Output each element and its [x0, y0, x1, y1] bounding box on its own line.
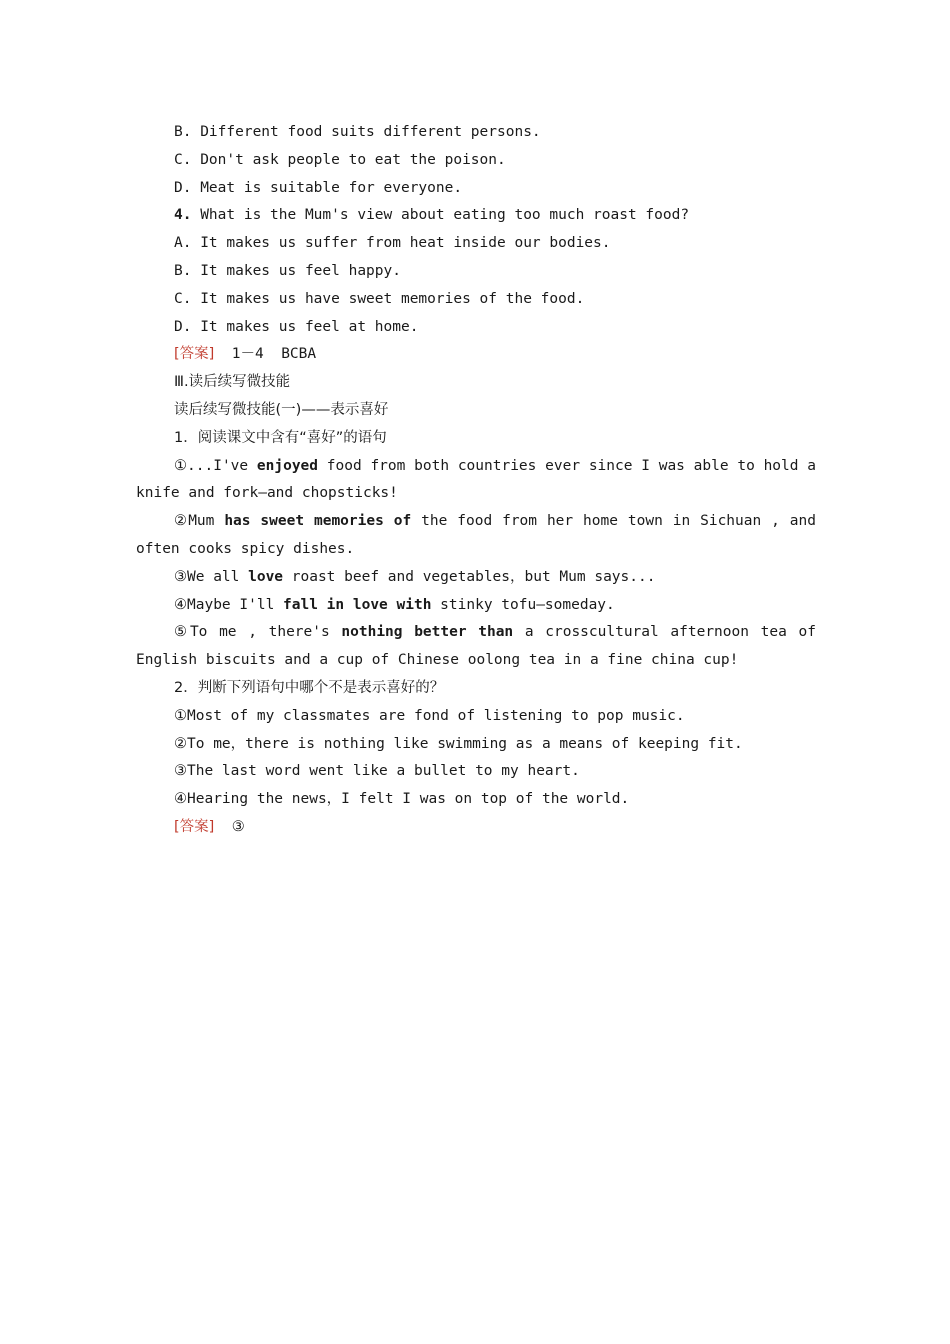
q3-option-b: B. Different food suits different persons.: [174, 124, 541, 140]
sentence-2-keyword: has sweet memories of: [224, 513, 412, 530]
part2-item-4: ④Hearing the news，I felt I was on top of the world.: [174, 791, 630, 808]
answer-value: ③: [214, 818, 245, 835]
answer-label: [答案]: [174, 346, 215, 363]
part2-item-3: ③The last word went like a bullet to my heart.: [174, 763, 580, 780]
sentence-4-pre: ④Maybe I'll: [174, 596, 284, 613]
part2-heading: 2．判断下列语句中哪个不是表示喜好的？: [174, 679, 445, 696]
part2-item-2: ②To me，there is nothing like swimming as a means of keeping fit.: [174, 735, 743, 752]
answer-2: [136, 814, 816, 842]
sentence-3-pre: ③We all: [174, 568, 249, 585]
answer-label: [答案]: [174, 818, 215, 835]
sentence-1-pre: ①...I've: [174, 457, 257, 474]
q4-option-c: C. It makes us have sweet memories of the food.: [174, 290, 585, 307]
answer-1: [136, 341, 816, 369]
document-page: [136, 119, 816, 842]
q4-option-b: B. It makes us feel happy.: [174, 262, 401, 279]
q4-question: [136, 202, 816, 230]
section-subtitle: 读后续写微技能(一)——表示喜好: [174, 401, 389, 418]
sentence-3-keyword: love: [248, 568, 284, 585]
sentence-4-keyword: fall in love with: [283, 596, 432, 613]
section-title: Ⅲ.读后续写微技能: [174, 374, 291, 391]
sentence-5-cont: English biscuits and a cup of Chinese oolong tea in a fine china cup!: [136, 652, 739, 669]
sentence-1-post: food from both countries ever since I was able to hold a: [318, 457, 816, 474]
sentence-5-post: a crosscultural afternoon tea of: [513, 624, 816, 641]
sentence-2-cont: often cooks spicy dishes.: [136, 540, 355, 557]
q4-option-a: A. It makes us suffer from heat inside our bodies.: [174, 235, 611, 252]
sentence-5-pre: ⑤To me , there's: [174, 624, 342, 641]
q3-option-d: D. Meat is suitable for everyone.: [174, 179, 463, 196]
q4-number: 4.: [174, 207, 192, 224]
sentence-2-post: the food from her home town in Sichuan , and: [411, 513, 816, 530]
sentence-1-cont: knife and fork—and chopsticks!: [136, 485, 398, 502]
sentence-3: [136, 564, 816, 592]
answer-value: 1－4 BCBA: [214, 346, 317, 363]
sentence-4: [136, 592, 816, 620]
sentence-2: [136, 508, 816, 536]
part2-item-1: ①Most of my classmates are fond of listening to pop music.: [174, 707, 685, 724]
sentence-5-keyword: nothing better than: [341, 624, 514, 641]
q3-option-c: C. Don't ask people to eat the poison.: [174, 151, 506, 168]
part1-heading: 1．阅读课文中含有“喜好”的语句: [174, 429, 387, 446]
sentence-5: [136, 619, 816, 647]
q4-question-text: What is the Mum's view about eating too much roast food?: [191, 207, 690, 224]
sentence-3-post: roast beef and vegetables，but Mum says...: [283, 568, 656, 585]
sentence-4-post: stinky tofu—someday.: [431, 596, 615, 613]
sentence-2-pre: ②Mum: [174, 513, 225, 530]
q4-option-d: D. It makes us feel at home.: [174, 318, 419, 335]
sentence-1-keyword: enjoyed: [256, 457, 319, 474]
sentence-1: [136, 453, 816, 481]
